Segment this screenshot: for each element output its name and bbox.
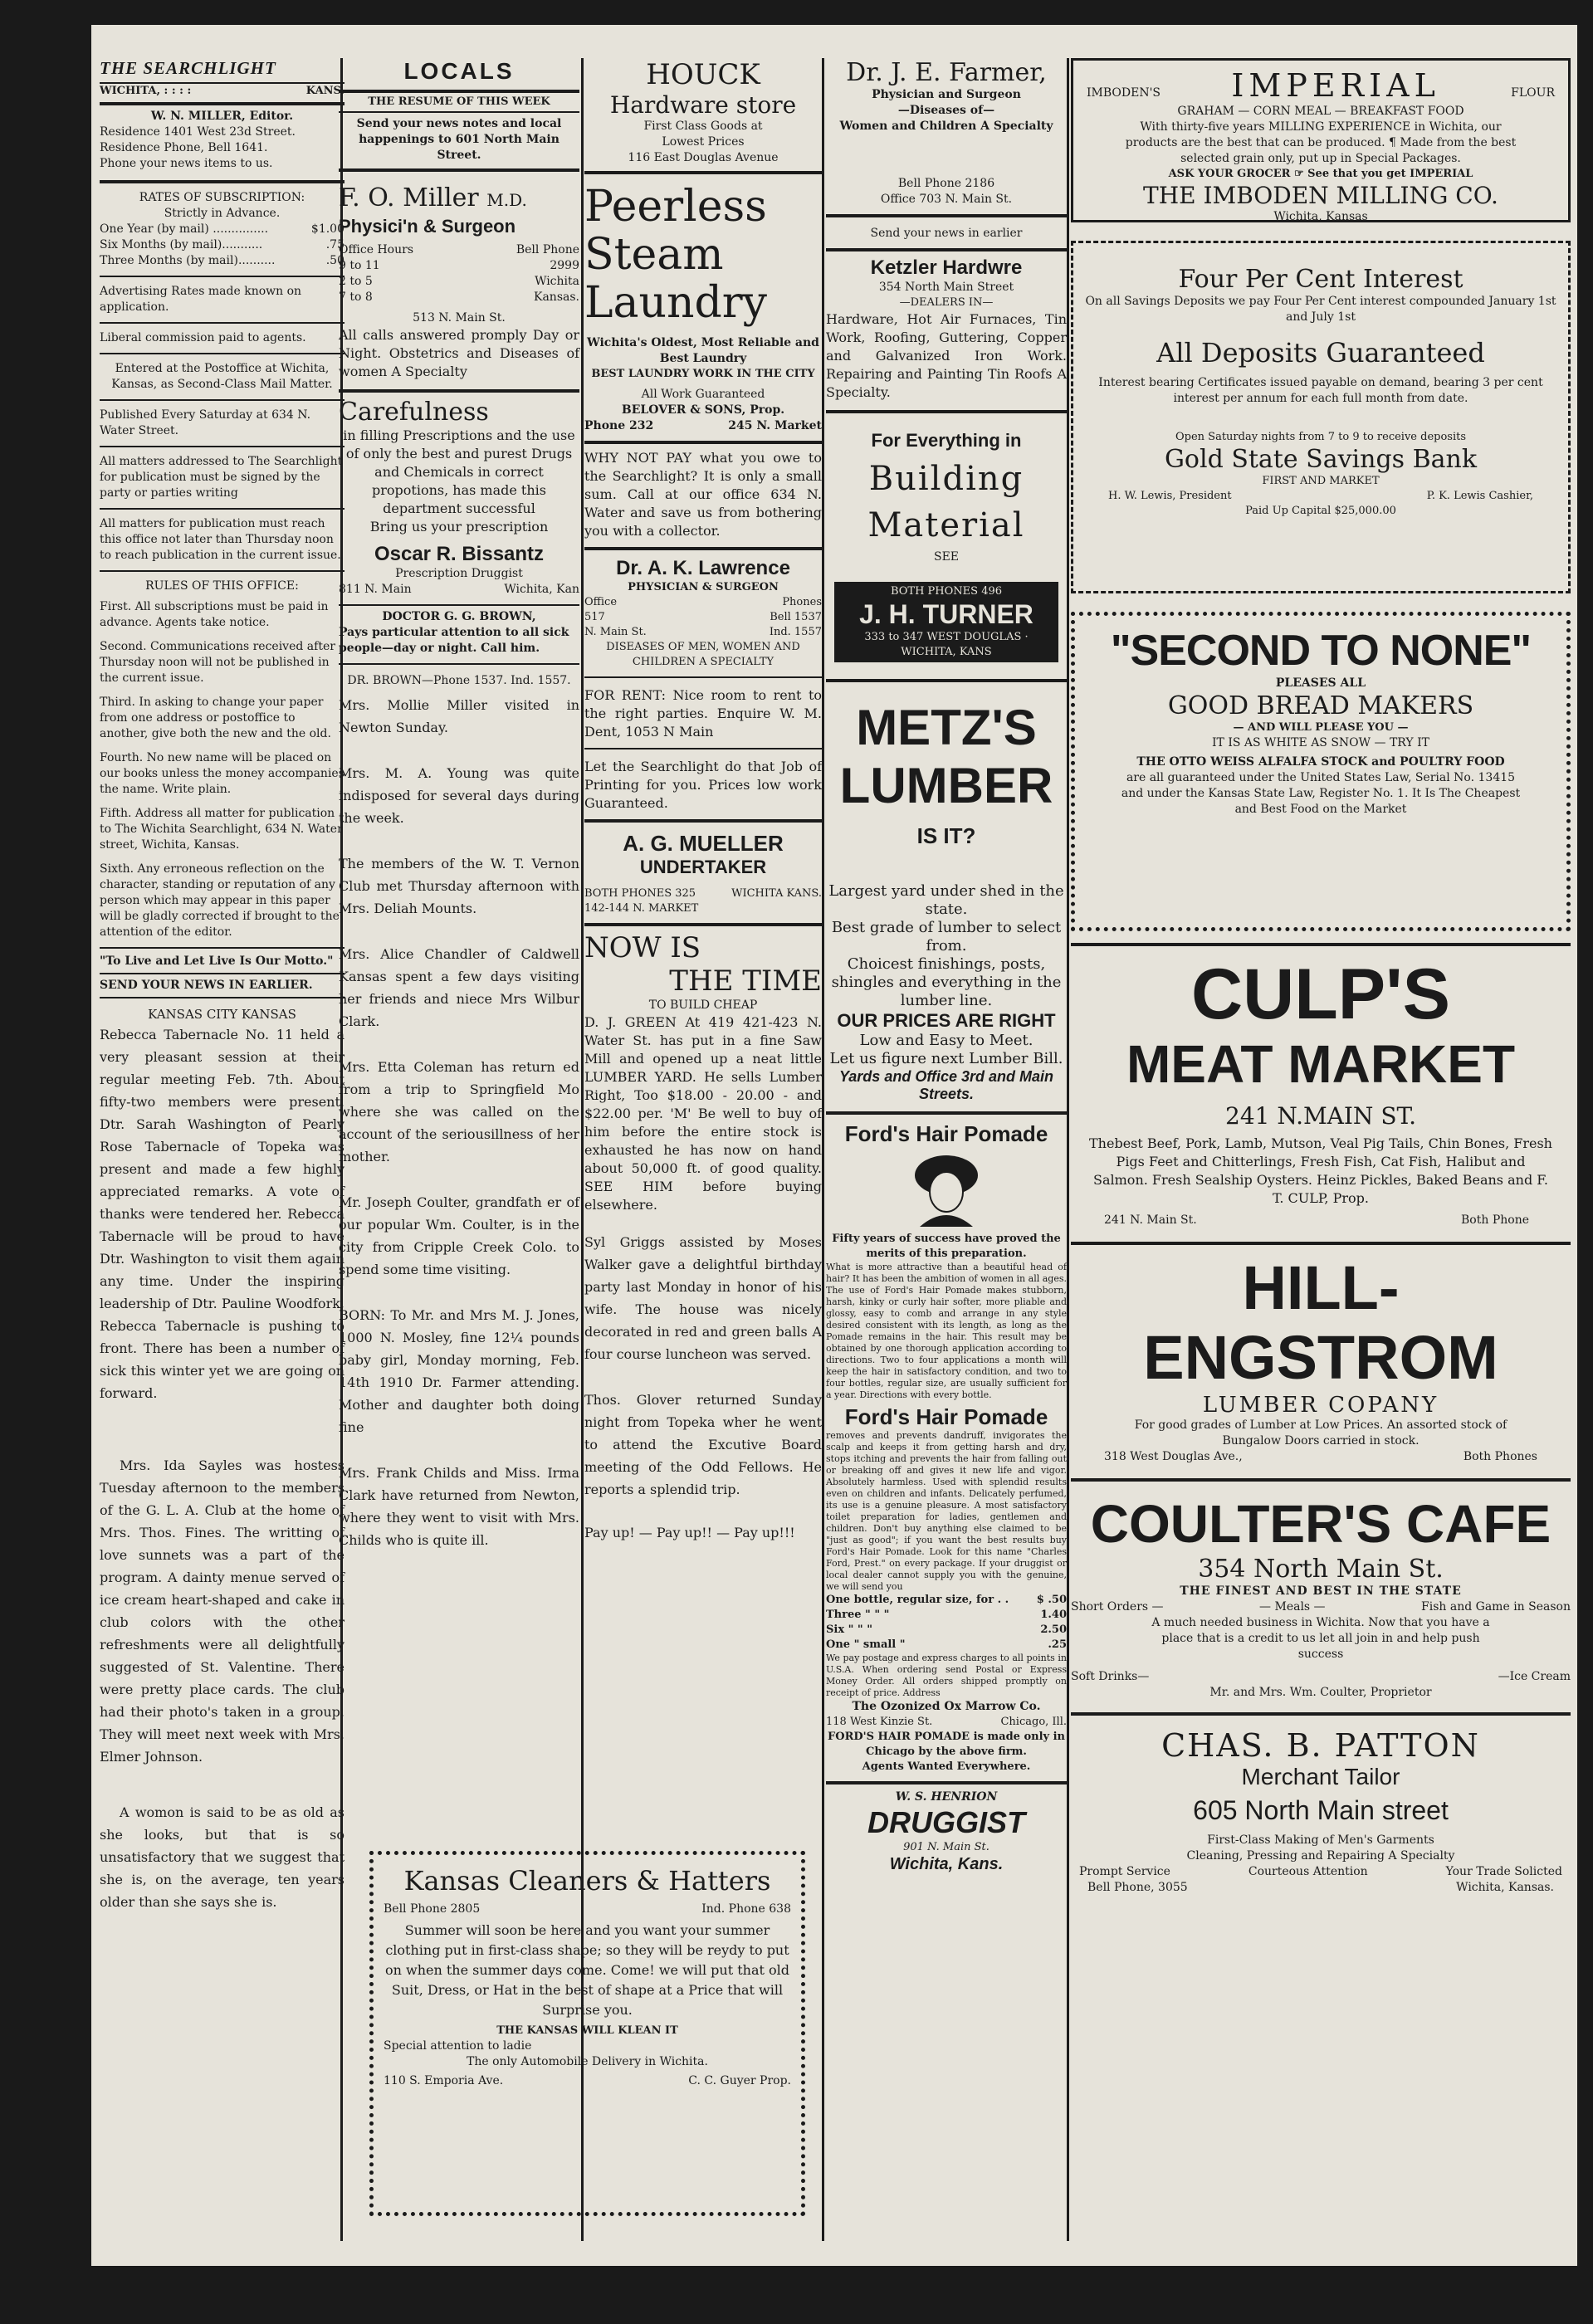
woman-portrait-illustration [897,1152,996,1227]
mueller-title: UNDERTAKER [639,857,767,877]
column-2 [339,58,579,1551]
hours-1: 9 to 11 [339,259,380,272]
patton-city: Wichita, Kansas. [1456,1881,1554,1894]
fords-years: Fifty years of success have proved the merits of this preparation. [832,1233,1061,1260]
hill-addr: 318 West Douglas Ave., [1104,1450,1243,1463]
now-is-title: NOW IS [584,931,701,964]
green-body: D. J. GREEN At 419 421-423 N. Water St. has put in a fine Saw Mill and opened up a neat little LUMBER YARD. He sells Lumber Right, Too $18.00 - 20.00 - and $22.00 per. 'M' Be well to buy of him before the entire stock is exhausted he has now on hand about 50,000 ft. of good quality. SEE HIM before buying elsewhere. [584,1014,822,1213]
henrion-name: W. S. HENRION [895,1790,998,1804]
metz-line: Low and Easy to Meet. [859,1032,1033,1049]
miller-degree: M.D. [486,190,527,210]
lawrence-bell: Bell 1537 [770,611,822,623]
culp-address: 241 N.MAIN ST. [1225,1102,1416,1130]
column-1 [100,58,344,1913]
otto-weiss: THE OTTO WEISS ALFALFA STOCK and POULTRY FOOD [1136,755,1505,769]
cleaners-delivery: The only Automobile Delivery in Wichita. [467,2055,708,2068]
fords-company-addr [826,1715,1067,1730]
local-item: Mrs. M. A. Young was quite indisposed for several days during the week. [339,765,579,826]
cafe-fish: Fish and Game in Season [1421,1600,1571,1614]
imperial-header [1087,67,1555,104]
cafe-drinks [1071,1669,1571,1685]
imboden-label: IMBODEN'S [1087,86,1161,100]
patton-address: 605 North Main street [1193,1795,1449,1825]
mueller-address: 142-144 N. MARKET [584,902,699,915]
culp-body: Thebest Beef, Pork, Lamb, Mutson, Veal Pig Tails, Chin Bones, Fresh Pigs Feet and Chitterlings, Fresh Fish, Cat Fish, Halibut and Salmon. Fresh Sealship Oysters. Heinz Pickles, Baked Beans and F. T. CULP, Prop. [1089,1135,1552,1206]
will-please: — AND WILL PLEASE YOU — [1233,721,1409,734]
rate-price: .50 [325,254,344,267]
price-value: 1.40 [1040,1609,1067,1621]
imboden-city: Wichita, Kansas [1273,210,1368,223]
masthead-title: THE SEARCHLIGHT [100,58,276,78]
farmer-office: Office 703 N. Main St. [880,193,1013,206]
office-row [339,274,579,290]
cleaners-prop: C. C. Guyer Prop. [688,2074,791,2087]
imperial-flour-ad [1071,58,1571,222]
rate-row [100,222,344,237]
miller-calls: All calls answered promply Day or Night. Obstetrics and Diseases of women A Specialty [339,327,579,379]
houck-line: First Class Goods at [643,120,763,133]
rate-row [100,253,344,269]
sayles-article: Mrs. Ida Sayles was hostess Tuesday afternoon to the members of the G. L. A. Club at the home of Mrs. Thos. Fines. The writting of love sunnets was a part of the program. A dainty menue served of ice cream heart-shaped and cake in club colors with the other refreshments were all delightfully suggested of St. Valentine. There were pretty place cards. The club had their photo's taken in a group. They will meet next week with Mrs. Elmer Johnson. [100,1457,344,1765]
laundry-phone: Phone 232 [584,419,654,432]
cleaners-footer [384,2073,791,2089]
laundry-guarantee: All Work Guaranteed [641,388,765,401]
second-to-none-ad [1071,612,1571,931]
glover-item: Thos. Glover returned Sunday night from Topeka wher he went to attend the Excutive Board meeting of the Odd Fellows. He reports a splendid trip. [584,1392,822,1497]
fords-street: 118 West Kinzie St. [826,1716,933,1728]
patton-footer [1071,1880,1571,1896]
kansas-city-article: Rebecca Tabernacle No. 11 held a very pleasant session at their regular meeting Feb. 7th. About fifty-two members were present. Dtr. Sarah Washington of Pearly Rose Tabernacle of Topeka was present and made a few highly appreciated remarks. A vote of thanks were tendered her. Rebecca Tabernacle will be proud to have Dtr. Washington to visit them again any time. Under the inspiring leadership of Dtr. Pauline Woodfork, Rebecca Tabernacle is pushing to front. There has been a number of sick this winter yet we are going on forward. [100,1027,344,1401]
lawrence-ind: Ind. 1557 [769,626,822,638]
imperial-ask: ASK YOUR GROCER ☞ See that you get IMPERIAL [1168,168,1473,180]
phone-num: 2999 [550,259,579,272]
patton-prompt: Prompt Service [1079,1865,1170,1878]
houck-address: 116 East Douglas Avenue [628,151,779,164]
carefulness-title: Carefulness [339,398,489,427]
first-and-market: FIRST AND MARKET [1262,475,1380,487]
cleaners-addr: 110 S. Emporia Ave. [384,2074,504,2087]
for-rent: FOR RENT: Nice room to rent to the right parties. Enquire W. M. Dent, 1053 N Main [584,687,822,740]
bank-cashier: P. K. Lewis Cashier, [1426,490,1533,502]
local-item: Mr. Joseph Coulter, grandfath er of our popular Wm. Coulter, is in the city from Cripple Creek Colo. to spend some time visiting. [339,1194,579,1277]
fords-company: The Ozonized Ox Marrow Co. [852,1700,1041,1713]
imperial-body: With thirty-five years MILLING EXPERIENCE in Wichita, our products are the best that can be produced. ¶ Made from the best selected grain only, put up in Special Packages. [1125,120,1517,165]
druggist-title: Prescription Druggist [395,567,523,580]
lawrence-num: 517 [584,611,605,623]
rate-label: Three Months (by mail).......... [100,254,276,267]
turner-addr: 333 to 347 WEST DOUGLAS · WICHITA, KANS [864,631,1029,658]
houck-sub: Hardware store [609,91,797,119]
fords-body-2: removes and prevents dandruff, invigorates the scalp and keeps it from getting harsh and dry, stops itching and prevents the hair from falling out or breaking off and gives it new life and vigor. Absolutely harmless. Used with splendid results even on children and infants. Delicately perfumed, its use is a genuine pleasure. A most satisfactory toilet preparation for ladies, gentlemen and children. Don't buy anything else claimed to be "just as good"; if you want the best results buy Ford's Hair Pomade. Look for this name "Charles Ford, Prest." on every package. If your druggist or local dealer cannot supply you with the genuine, we will send you [826,1430,1067,1592]
ketzler-name: Ketzler Hardwre [870,256,1023,279]
fords-agents: Agents Wanted Everywhere. [862,1760,1031,1773]
metz-word: METZ'S [856,700,1037,755]
culps-title: CULP'S [1191,954,1450,1034]
editor-line: W. N. MILLER, Editor. [150,110,294,123]
all-deposits: All Deposits Guaranteed [1156,337,1485,369]
everything-line: For Everything in [871,430,1022,451]
hill-footer [1071,1449,1571,1465]
column-rule [1067,58,1069,2241]
office-row [339,258,579,274]
rate-price: .75 [325,238,344,251]
imperial-title: IMPERIAL [1231,67,1440,104]
local-item: BORN: To Mr. and Mrs M. J. Jones, 1000 N. Mosley, fine 12¼ pounds baby girl, Monday morning, Feb. 14th 1910 Dr. Farmer attending. Mother and daughter both doing fine [339,1307,579,1435]
mueller-name: A. G. MUELLER [623,831,784,856]
building-word: Building [868,460,1024,498]
second-to-none: "SECOND TO NONE" [1110,627,1532,675]
turner-name: J. H. TURNER [859,599,1033,629]
women-age-item: A womon is said to be as old as she looks, but that is so unsatisfactory that we suggest that she is, on the average, ten years older than she says she is. [100,1804,344,1910]
patton-court: Courteous Attention [1248,1865,1368,1878]
column-3 [584,58,822,1542]
cleaners-ind: Ind. Phone 638 [701,1902,791,1916]
ketzler-dealers: —DEALERS IN— [899,296,994,309]
rule-item: Fourth. No new name will be placed on our books unless the money accompanies the name. Write plain. [100,751,344,796]
send-notes: Send your news notes and local happenings to 601 North Main Street. [356,117,562,162]
druggist-address [339,582,579,598]
locals-title: LOCALS [403,58,515,84]
published-note: Published Every Saturday at 634 N. Water Street. [100,408,311,437]
otto-body: are all guaranteed under the United States Law, Serial No. 13415 and under the Kansas State Law, Register No. 1. It Is The Cheapest and Best Food on the Market [1121,771,1521,816]
publication-note: All matters for publication must reach this office not later than Thursday noon to reach publication in the current issue. [100,517,341,562]
office-row [339,290,579,305]
turner-phone: BOTH PHONES 496 [890,585,1003,598]
rule-item: Sixth. Any erroneous reflection on the character, standing or reputation of any person which may appear in this paper will be gladly corrected if brought to the attention of the editor. [100,862,340,939]
mueller-phones: BOTH PHONES 325 [584,887,696,900]
fords-title-2: Ford's Hair Pomade [844,1404,1048,1429]
price-label: Three " " " [826,1609,890,1621]
why-not-pay: WHY NOT PAY what you owe to the Searchlight? It is only a small sum. Call at our office 634 N. Water and save us from bothering you with a collector. [584,450,822,539]
patton-service [1071,1864,1571,1880]
lawrence-title: PHYSICIAN & SURGEON [628,581,779,593]
flour-label: FLOUR [1511,86,1555,100]
bissantz-name: Oscar R. Bissantz [374,543,545,565]
gold-state-name: Gold State Savings Bank [1164,445,1478,474]
advertising-rates: Advertising Rates made known on application. [100,285,302,314]
send-news-earlier: Send your news in earlier [870,227,1023,240]
column-4 [826,58,1067,1874]
imboden-milling: THE IMBODEN MILLING CO. [1143,182,1498,209]
metz-prices: OUR PRICES ARE RIGHT [837,1010,1056,1031]
patton-phone: Bell Phone, 3055 [1087,1881,1188,1894]
state: Kansas. [534,290,579,304]
rule-item: Second. Communications received after Thursday noon will not be published in the current issue. [100,640,335,685]
column-rule [822,58,824,2241]
masthead-city: WICHITA, : : : : [100,85,192,97]
druggist-word: DRUGGIST [867,1805,1025,1839]
rate-label: Six Months (by mail)........... [100,238,263,251]
patton-first-class: First-Class Making of Men's Garments [1207,1833,1434,1847]
hill-engstrom: HILL-ENGSTROM [1143,1253,1498,1392]
editor-phone: Residence Phone, Bell 1641. [100,141,268,154]
culp-footer [1071,1213,1571,1228]
culp-phones: Both Phone [1461,1213,1529,1227]
rates-advance: Strictly in Advance. [164,207,281,220]
pleases-all: PLEASES ALL [1275,676,1366,690]
metz-yards: Yards and Office 3rd and Main Streets. [838,1068,1054,1102]
houck-title: HOUCK [646,58,760,91]
laundry-phone-row [584,418,822,434]
brown-phone: DR. BROWN—Phone 1537. Ind. 1557. [347,674,571,687]
fords-city: Chicago, Ill. [1000,1716,1067,1728]
bank-saturday: Open Saturday nights from 7 to 9 to receive deposits [1175,431,1467,443]
job-printing: Let the Searchlight do that Job of Printing for you. Prices low work Guaranteed. [584,759,822,811]
build-cheap: TO BUILD CHEAP [648,998,758,1012]
is-it: IS IT? [916,823,976,848]
bank-officers [1083,489,1558,504]
fords-retail: FORD'S HAIR POMADE is made only in Chicago by the above firm. [828,1731,1065,1758]
bread-makers: GOOD BREAD MAKERS [1167,691,1474,720]
meat-market: MEAT MARKET [1126,1034,1516,1094]
laundry-word: Laundry [584,278,768,328]
rates-heading: RATES OF SUBSCRIPTION: [139,191,305,204]
ketzler-address: 354 North Main Street [878,281,1014,294]
local-item: Mrs. Etta Coleman has return ed from a trip to Springfield Mo where she was called on the account of the seriousillness of her mother. [339,1059,579,1164]
miller-name [339,183,579,212]
send-news: SEND YOUR NEWS IN EARLIER. [100,979,313,992]
lawrence-name: Dr. A. K. Lawrence [616,557,790,579]
material-word: Material [867,506,1025,544]
cafe-ice: —Ice Cream [1498,1670,1571,1683]
bank-savings: On all Savings Deposits we pay Four Per Cent interest compounded January 1st and July 1st [1085,295,1556,324]
houck-line: Lowest Prices [662,135,745,149]
masthead-state: KANS. [305,85,344,97]
merchant-tailor: Merchant Tailor [1241,1764,1400,1789]
hours-label: Office Hours [339,243,414,256]
gold-state-bank-ad [1071,241,1571,593]
kansas-cleaners-ad [369,1851,805,2216]
rate-label: One Year (by mail) ............... [100,222,269,236]
hill-body: For good grades of Lumber at Low Prices. An assorted stock of Bungalow Doors carried in stock. [1134,1418,1507,1448]
city: Wichita [535,275,579,288]
cleaners-title: Kansas Cleaners & Hatters [403,1865,771,1897]
farmer-phone: Bell Phone 2186 [897,177,995,190]
brown-name: DOCTOR G. G. BROWN, [382,610,536,623]
fords-price [826,1593,1067,1608]
henrion-city: Wichita, Kans. [889,1855,1004,1873]
office-row [339,242,579,258]
farmer-women: Women and Children A Specialty [839,120,1053,133]
pay-up: Pay up! — Pay up!! — Pay up!!! [584,1525,795,1540]
henrion-address: 901 N. Main St. [903,1841,990,1853]
price-label: One " small " [826,1638,906,1651]
white-as-snow: IT IS AS WHITE AS SNOW — TRY IT [1212,736,1429,749]
lumber-copany: LUMBER COPANY [1202,1393,1439,1418]
see-word: SEE [933,550,960,564]
cafe-prop: Mr. and Mrs. Wm. Coulter, Proprietor [1209,1686,1432,1699]
farmer-diseases: —Diseases of— [897,104,995,117]
patton-name: CHAS. B. PATTON [1161,1727,1480,1764]
price-value: 2.50 [1040,1623,1067,1636]
cafe-soft: Soft Drinks— [1071,1670,1150,1683]
culp-foot-addr: 241 N. Main St. [1104,1213,1197,1227]
fords-title: Ford's Hair Pomade [844,1121,1048,1146]
coulters-cafe: COULTER'S CAFE [1090,1494,1551,1554]
rule-item: First. All subscriptions must be paid in advance. Agents take notice. [100,600,329,629]
metz-line: Choicest finishings, posts, shingles and everything in the lumber line. [831,955,1062,1009]
postoffice-note: Entered at the Postoffice at Wichita, Kansas, as Second-Class Mail Matter. [111,362,333,391]
patton-cleaning: Cleaning, Pressing and Repairing A Specialty [1186,1849,1455,1863]
price-label: Six " " " [826,1623,872,1636]
mueller-city: WICHITA KANS. [731,887,822,900]
laundry-addr: 245 N. Market [728,419,822,432]
fords-body: What is more attractive than a beautiful head of hair? It has been the ambition of women in all ages. The use of Ford's Hair Pomade makes stubborn, harsh, kinky or curly hair softer, more pliable and glossy, easy to comb and arrange in any style desired consistent with its length, as long as the Pomade remains in the hair. This result may be obtained by one thorough application according to directions. Two to four applications a month will keep the hair in satisfactory condition, and two to four bottles, regular size, are usually sufficient for a year. Directions with every bottle. [826,1262,1067,1400]
hill-phones: Both Phones [1463,1450,1537,1463]
carefulness-text: in filling Prescriptions and the use of only the best and purest Drugs and Chemicals in correct propotions, has made this department successful [343,427,575,516]
price-label: One bottle, regular size, for . . [826,1594,1009,1606]
metz-line: Best grade of lumber to select from. [831,919,1062,954]
mueller-row [584,886,822,901]
laundry-tag: Wichita's Oldest, Most Reliable and Best Laundry [587,336,819,365]
lawrence-st: N. Main St. [584,626,647,638]
commission-note: Liberal commission paid to agents. [100,331,306,344]
lawrence-office: Office [584,596,618,608]
hours-2: 2 to 5 [339,275,373,288]
miller-name-text: F. O. Miller [339,183,479,212]
cleaners-body: Summer will soon be here and you want your summer clothing put in first-class shape; so they will be reydy to put on when the summer days come. Come! we will put that old Suit, Dress, or Hat in the best of shape at a Price that will Surprise you. [384,1922,789,2018]
miller-address: 513 N. Main St. [413,311,506,325]
local-item: Mrs. Alice Chandler of Caldwell Kansas spent a few days visiting her friends and niece Mrs Wilbur Clark. [339,946,579,1029]
cafe-menu [1071,1599,1571,1615]
cafe-short: Short Orders — [1071,1600,1164,1614]
cleaners-ladie: Special attention to ladie [384,2039,532,2053]
cafe-finest: THE FINEST AND BEST IN THE STATE [1180,1584,1462,1598]
patton-trade: Your Trade Solicted [1445,1865,1562,1878]
druggist-addr: 811 N. Main [339,583,412,596]
metz-line: Let us figure next Lumber Bill. [829,1050,1063,1067]
laundry-props: BELOVER & SONS, Prop. [621,403,785,417]
price-value: .25 [1048,1638,1067,1651]
lawrence-row [584,625,822,640]
turner-logo [834,582,1058,662]
editor-phone-news: Phone your news items to us. [100,157,273,170]
metz-line: Largest yard under shed in the state. [828,882,1064,918]
farmer-title: Physician and Surgeon [872,88,1021,101]
four-per-cent: Four Per Cent Interest [1178,265,1464,294]
bank-certificates: Interest bearing Certificates issued payable on demand, bearing 3 per cent interest per annum for each full month from date. [1098,376,1543,405]
bank-president: H. W. Lewis, President [1108,490,1232,502]
the-time-title: THE TIME [669,964,822,998]
motto: "To Live and Let Live Is Our Motto." [100,954,334,968]
column-5 [1071,58,1571,1896]
miller-title: Physici'n & Surgeon [339,216,516,237]
fords-price [826,1608,1067,1623]
farmer-name: Dr. J. E. Farmer, [846,58,1047,87]
rate-row [100,237,344,253]
ketzler-body: Hardware, Hot Air Furnaces, Tin Work, Roofing, Guttering, Copper and Galvanized Iron Work. Repairing and Painting Tin Roofs A Specialty. [826,311,1067,400]
griggs-item: Syl Griggs assisted by Moses Walker gave a delightful birthday party last Monday in honor of his wife. The house was nicely decorated in red and green balls A four course luncheon was served. [584,1234,822,1362]
editor-residence: Residence 1401 West 23d Street. [100,125,296,139]
cafe-meals: — Meals — [1259,1600,1326,1614]
rules-heading: RULES OF THIS OFFICE: [145,579,299,593]
matters-note: All matters addressed to The Searchlight for publication must be signed by the party or parties writing [100,455,343,500]
fords-price [826,1638,1067,1653]
phone-label: Bell Phone [516,243,579,256]
cleaners-phones [384,1902,791,1917]
hours-3: 7 to 8 [339,290,373,304]
rule-item: Third. In asking to change your paper from one address or postoffice to another, give both the new and the old. [100,696,331,740]
newspaper-page [91,25,1577,2266]
laundry-best: BEST LAUNDRY WORK IN THE CITY [591,368,815,380]
price-value: $ .50 [1036,1594,1067,1606]
rule-item: Fifth. Address all matter for publication to The Wichita Searchlight, 634 N. Water street, Wichita, Kansas. [100,807,343,852]
local-item: Mrs. Mollie Miller visited in Newton Sunday. [339,697,579,735]
local-item: The members of the W. T. Vernon Club met Thursday afternoon with Mrs. Deliah Mounts. [339,856,579,916]
cleaners-klean: THE KANSAS WILL KLEAN IT [496,2024,678,2037]
peerless-word: Peerless [584,182,767,232]
local-item: Mrs. Frank Childs and Miss. Irma Clark have returned from Newton, where they went to visit with Mrs. Childs who is quite ill. [339,1465,579,1548]
brown-text: Pays particular attention to all sick people—day or night. Call him. [339,626,569,655]
lumber-word: LUMBER [839,758,1053,813]
lawrence-diseases: DISEASES OF MEN, WOMEN AND CHILDREN A SPECIALTY [606,641,800,668]
lawrence-row [584,610,822,625]
steam-word: Steam [584,230,724,280]
cafe-body: A much needed business in Wichita. Now that you have a place that is a credit to us let all join in and help push success [1151,1616,1490,1661]
lawrence-phones: Phones [782,596,822,608]
imperial-products: GRAHAM — CORN MEAL — BREAKFAST FOOD [1177,105,1464,118]
locals-subtitle: THE RESUME OF THIS WEEK [368,95,550,108]
fords-postage: We pay postage and express charges to all points in U.S.A. When ordering send Postal or Express Money Order. All orders shipped promptly on receipt of price. Address [826,1653,1067,1698]
fords-price [826,1623,1067,1638]
cleaners-bell: Bell Phone 2805 [384,1902,481,1916]
cafe-address: 354 North Main St. [1198,1555,1444,1584]
rate-price: $1.00 [310,222,344,236]
kansas-city-heading: KANSAS CITY KANSAS [148,1007,296,1022]
lawrence-row [584,595,822,610]
prescription-line: Bring us your prescription [369,519,549,535]
druggist-city: Wichita, Kan [504,583,579,596]
bank-capital: Paid Up Capital $25,000.00 [1245,505,1396,517]
masthead-place [100,82,344,99]
